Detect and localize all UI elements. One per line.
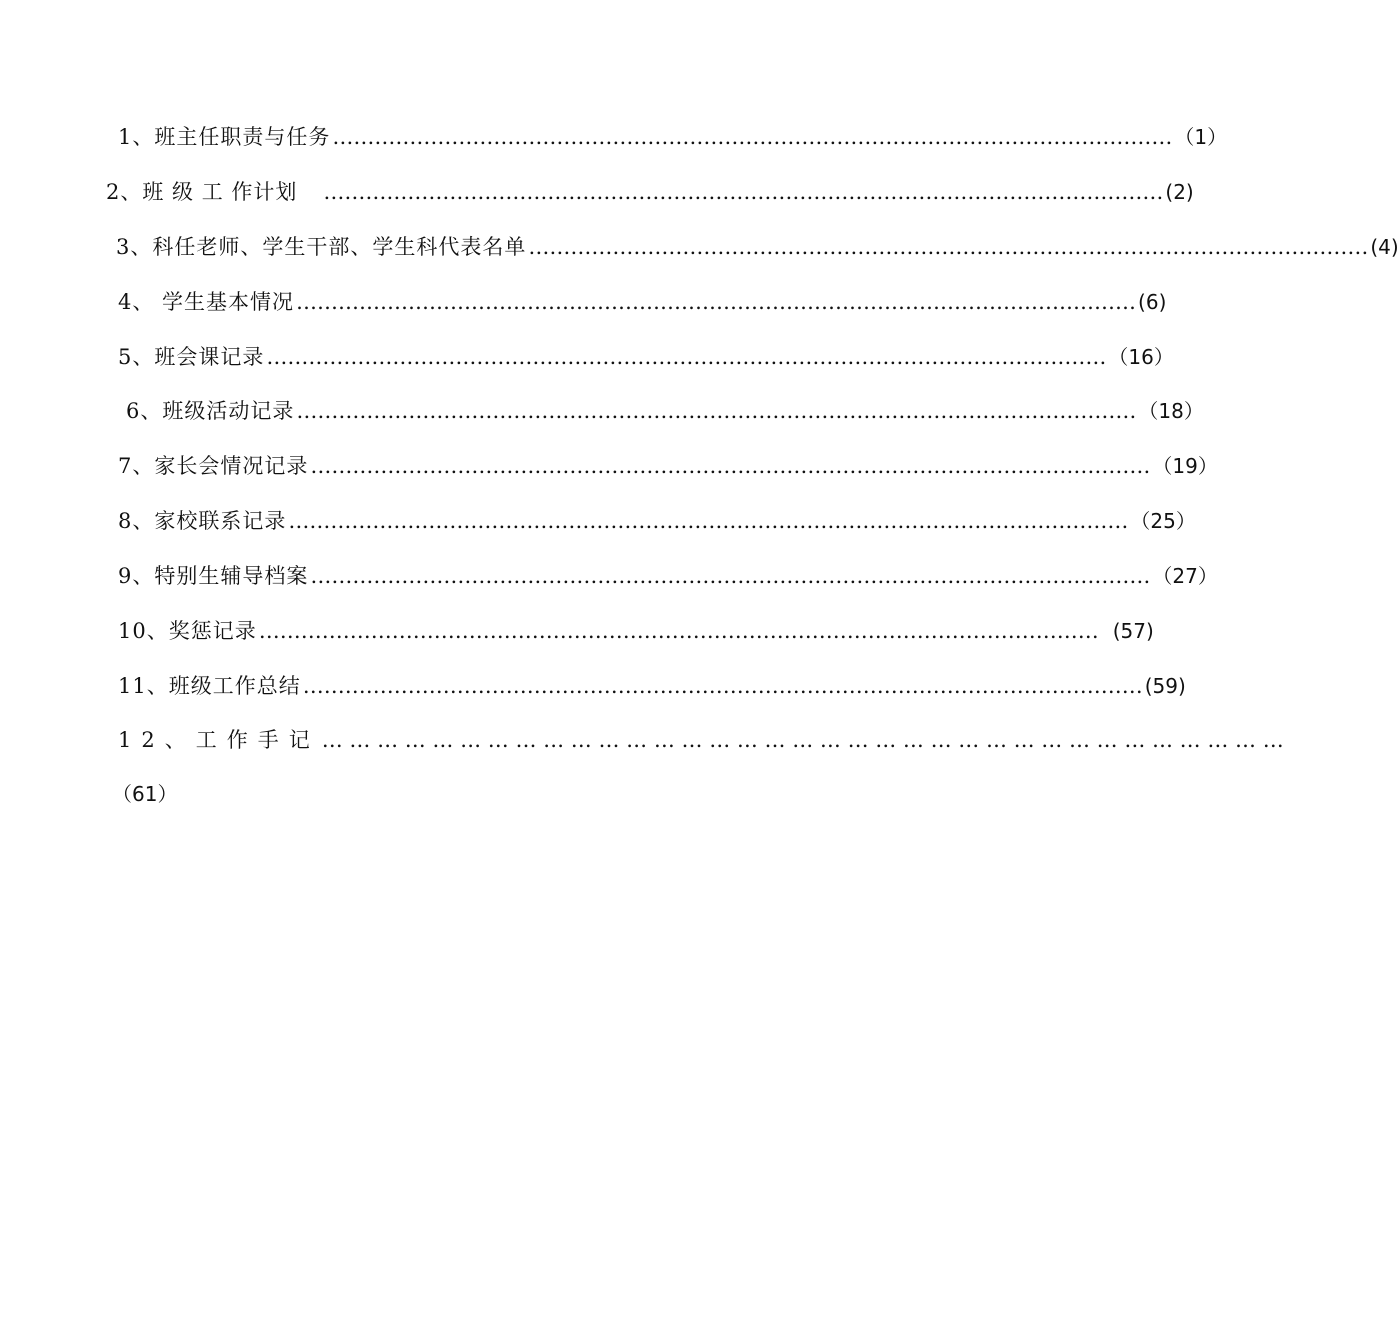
toc-entry-label: 9、特别生辅导档案 bbox=[118, 564, 309, 588]
toc-entry-11[interactable] bbox=[118, 671, 1186, 701]
toc-leader-dots: ………………………………………………………………………………………………………… bbox=[266, 345, 1107, 369]
toc-leader-dots: ………………………………………………………………………………………………………… bbox=[332, 125, 1173, 149]
toc-entry-label: 5、班会课记录 bbox=[118, 345, 265, 369]
toc-entry-7[interactable] bbox=[118, 451, 1218, 481]
toc-leader-dots: ………………………………………………………………………………………………………… bbox=[288, 509, 1129, 533]
toc-leader-dots: ………………………………………………………………………………………………………… bbox=[323, 180, 1164, 204]
toc-leader-dots: ………………………………………………………………………………………………………… bbox=[310, 454, 1151, 478]
toc-entry-page: (2) bbox=[1165, 180, 1194, 204]
toc-entry-page: (57) bbox=[1112, 619, 1154, 643]
toc-entry-4[interactable] bbox=[118, 287, 1167, 317]
toc-entry-3[interactable] bbox=[116, 232, 1399, 262]
toc-leader-dots: ………………………………………………………………………………………………………… bbox=[528, 235, 1369, 259]
toc-leader-dots: ………………………………………………………………………………………………………… bbox=[258, 619, 1099, 643]
toc-entry-page: （16） bbox=[1108, 345, 1174, 369]
toc-entry-12[interactable] bbox=[118, 725, 1284, 755]
toc-entry-6[interactable] bbox=[126, 396, 1204, 426]
toc-entry-1[interactable] bbox=[118, 122, 1228, 152]
toc-entry-label: 7、家长会情况记录 bbox=[118, 454, 309, 478]
toc-entry-page: (59) bbox=[1144, 674, 1186, 698]
toc-entry-label: 2、班 级 工 作计划 bbox=[106, 180, 298, 204]
toc-entry-label: 3、科任老师、学生干部、学生科代表名单 bbox=[116, 235, 527, 259]
toc-entry-9[interactable] bbox=[118, 561, 1218, 591]
toc-leader-dots: ………………………………………………………………………………………………………… bbox=[310, 564, 1151, 588]
toc-entry-page: (6) bbox=[1138, 290, 1167, 314]
toc-entry-label: 4、 学生基本情况 bbox=[118, 290, 295, 314]
toc-entry-page: （19） bbox=[1152, 454, 1218, 478]
toc-leader-dots: … … … … … … … … … … … … … … … … … … … … … … … … … … … … … … … … … … … bbox=[321, 728, 1284, 752]
toc-entry-page: （61） bbox=[112, 782, 178, 806]
toc-entry-page: （27） bbox=[1152, 564, 1218, 588]
toc-entry-10[interactable] bbox=[118, 616, 1154, 646]
toc-entry-label: 6、班级活动记录 bbox=[126, 399, 295, 423]
toc-entry-page: （1） bbox=[1174, 125, 1228, 149]
toc-leader-dots: ………………………………………………………………………………………………………… bbox=[296, 399, 1137, 423]
toc-entry-label: 1、班主任职责与任务 bbox=[118, 125, 331, 149]
toc-entry-page: （25） bbox=[1130, 509, 1196, 533]
toc-entry-label: 11、班级工作总结 bbox=[118, 674, 301, 698]
toc-leader-dots: ………………………………………………………………………………………………………… bbox=[296, 290, 1137, 314]
toc-entry-label: 8、家校联系记录 bbox=[118, 509, 287, 533]
toc-entry-page: （18） bbox=[1138, 399, 1204, 423]
toc-entry-label: 12、工作手记 bbox=[118, 728, 320, 752]
toc-leader-dots: ………………………………………………………………………………………………………… bbox=[302, 674, 1143, 698]
toc-entry-5[interactable] bbox=[118, 342, 1174, 372]
toc-entry-label: 10、奖惩记录 bbox=[118, 619, 257, 643]
toc-entry-page: (4) bbox=[1370, 235, 1399, 259]
toc-entry-2[interactable] bbox=[106, 177, 1194, 207]
toc-entry-8[interactable] bbox=[118, 506, 1196, 536]
